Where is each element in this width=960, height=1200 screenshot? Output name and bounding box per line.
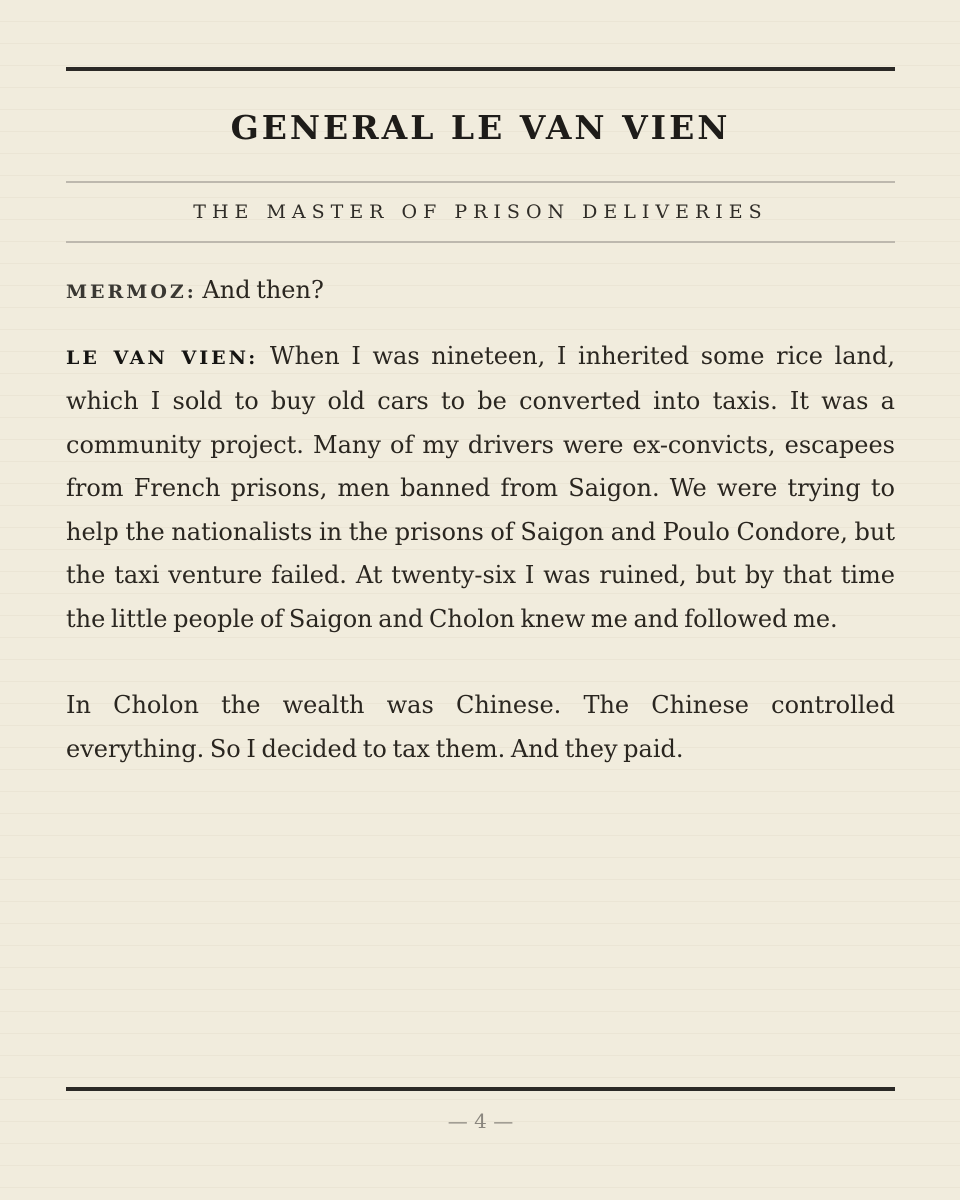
dialogue-text: When I was nineteen, I inherited some rice land, which I sold to buy old cars to be converted into taxis. It was a community project. Many of my drivers were ex-convicts, escapees from French prisons, men banned from Saigon. We were trying to help the nationalists in the prisons of Saigon and Poulo Condore, but the taxi venture failed. At twenty-six I was ruined, but by that time the little people of Saigon and Cholon knew me and followed me. bbox=[66, 341, 895, 633]
continuation-paragraph: In Cholon the wealth was Chinese. The Chinese controlled everything. So I decided to tax them. And they paid. bbox=[66, 691, 895, 763]
speaker-label: LE VAN VIEN: bbox=[66, 346, 259, 369]
subtitle-bottom-rule bbox=[66, 241, 895, 243]
subtitle-top-rule bbox=[66, 181, 895, 183]
page-number: — 4 — bbox=[447, 1109, 514, 1133]
document-page bbox=[66, 0, 895, 1200]
dialogue-line-le-van-vien bbox=[66, 335, 895, 642]
dialogue-line-mermoz bbox=[66, 269, 895, 315]
top-rule bbox=[66, 67, 895, 71]
interview-text bbox=[66, 269, 895, 771]
page-subtitle: THE MASTER OF PRISON DELIVERIES bbox=[193, 201, 768, 223]
page-title: GENERAL LE VAN VIEN bbox=[230, 108, 731, 147]
speaker-label: MERMOZ: bbox=[66, 281, 197, 303]
bottom-rule bbox=[66, 1087, 895, 1091]
dialogue-text: And then? bbox=[202, 276, 324, 304]
